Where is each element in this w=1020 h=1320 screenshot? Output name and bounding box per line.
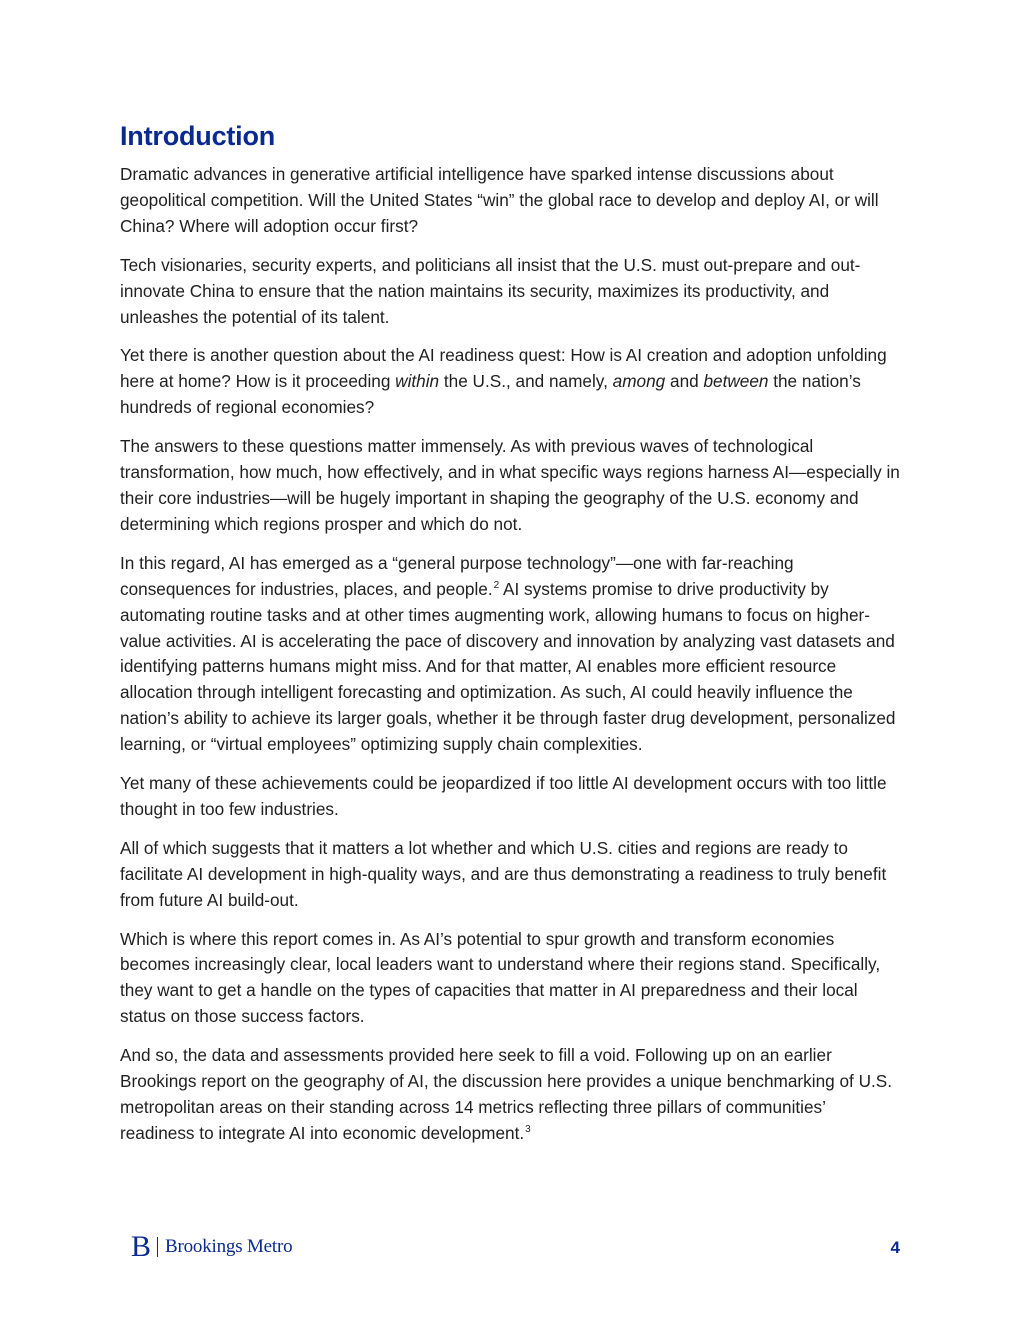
emphasis-within: within	[395, 371, 440, 392]
emphasis-among: among	[612, 371, 666, 392]
emphasis-between: between	[703, 371, 769, 392]
footnote-ref-3[interactable]: 3	[525, 1124, 531, 1136]
paragraph-4: The answers to these questions matter immensely. As with previous waves of technological transformation, how much, how effectively, and in what specific ways regions harness AI—especially in their core industries—will be hugely important in shaping the geography of the U.S. economy and determining which regions prosper and which do not.	[120, 436, 900, 534]
section-heading: Introduction	[120, 121, 276, 151]
paragraph-9-text: And so, the data and assessments provided here seek to fill a void. Following up on an earlier Brookings report on the geography of AI, the discussion here provides a unique benchmarking of U.S. metropolitan areas on their standing across 14 metrics reflecting three pillars of communities’ readiness to integrate AI into economic development.	[120, 1045, 892, 1143]
brookings-b-logo-icon: B	[131, 1230, 152, 1263]
paragraph-5	[120, 551, 902, 758]
page-number: 4	[890, 1238, 900, 1257]
brookings-metro-logo	[131, 1232, 292, 1262]
paragraph-6: Yet many of these achievements could be jeopardized if too little AI development occurs with too little thought in too few industries.	[120, 773, 887, 819]
footnote-ref-2[interactable]: 2	[493, 579, 500, 591]
paragraph-3-text-d: the nation’s hundreds of regional economies?	[120, 371, 861, 418]
paragraph-1: Dramatic advances in generative artificial intelligence have sparked intense discussions about geopolitical competition. Will the United States “win” the global race to develop and deploy AI, or will China? Where will adoption occur first?	[120, 164, 879, 236]
paragraph-2: Tech visionaries, security experts, and politicians all insist that the U.S. must out-prepare and out-innovate China to ensure that the nation maintains its security, maximizes its productivity, and unleashes the potential of its talent.	[120, 254, 861, 327]
document-page	[120, 118, 902, 1160]
paragraph-5-text-b: AI systems promise to drive productivity by automating routine tasks and at other times augmenting work, allowing humans to focus on higher-value activities. AI is accelerating the pace of discovery and innovation by analyzing vast datasets and identifying patterns humans might miss. And for that matter, AI enables more efficient resource allocation through intelligent forecasting and optimization. As such, AI could heavily influence the nation’s ability to achieve its larger goals, whether it be through faster drug development, personalized learning, or “virtual employees” optimizing supply chain complexities.	[120, 578, 896, 755]
paragraph-3	[120, 343, 902, 421]
paragraph-3-text-a: Yet there is another question about the AI readiness quest: How is AI creation and adoption unfolding here at home? How is it proceeding	[120, 345, 887, 392]
paragraph-9	[120, 1043, 902, 1147]
page-footer	[131, 1232, 900, 1262]
paragraph-3-text-b: the U.S., and namely,	[439, 371, 613, 392]
logo-divider	[157, 1237, 158, 1257]
paragraph-7: All of which suggests that it matters a lot whether and which U.S. cities and regions are ready to facilitate AI development in high-quality ways, and are thus demonstrating a readiness to truly benefit from future AI build-out.	[120, 837, 887, 910]
logo-wordmark: Brookings Metro	[165, 1236, 293, 1257]
paragraph-3-text-c: and	[665, 371, 704, 392]
paragraph-5-text-a: In this regard, AI has emerged as a “general purpose technology”—one with far-reaching consequences for industries, places, and people.	[120, 552, 794, 599]
paragraph-8: Which is where this report comes in. As AI’s potential to spur growth and transform economies becomes increasingly clear, local leaders want to understand where their regions stand. Specifically, they want to get a handle on the types of capacities that matter in AI preparedness and their local status on those success factors.	[120, 928, 881, 1027]
